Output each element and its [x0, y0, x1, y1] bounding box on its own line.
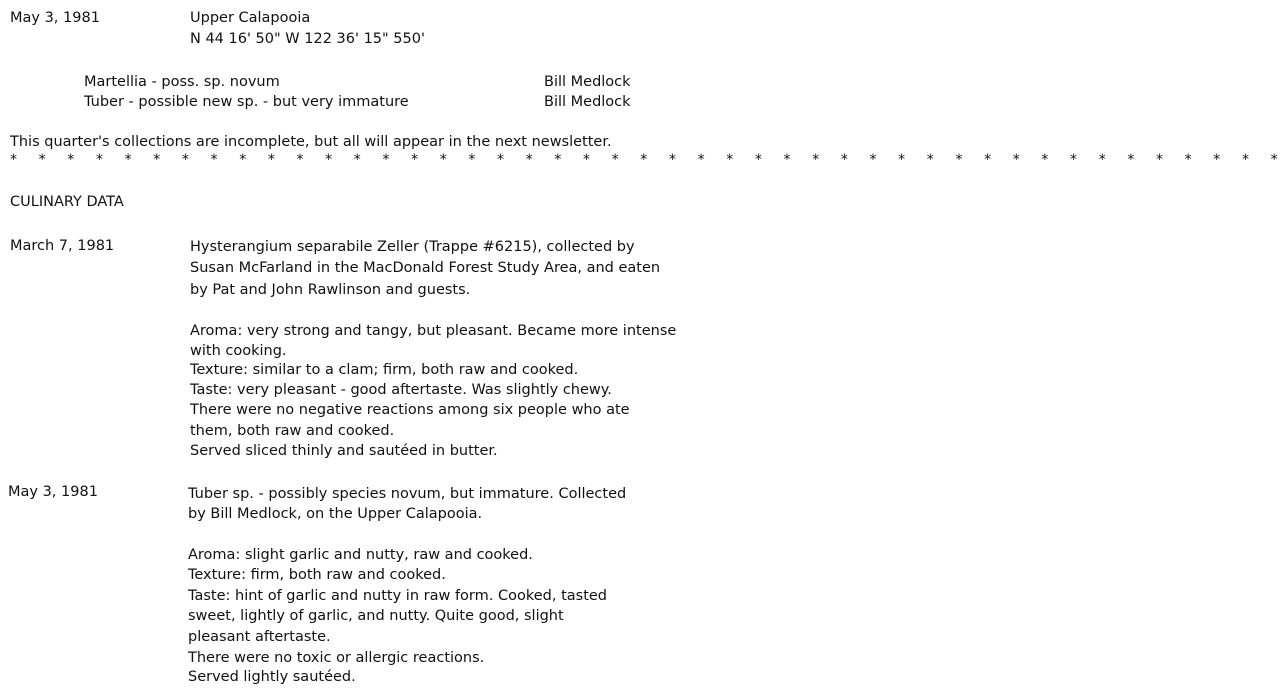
entry-2-intro-line: Tuber sp. - possibly species novum, but immature. Collected: [188, 486, 627, 502]
entry-1-intro-line: Susan McFarland in the MacDonald Forest Study Area, and eaten: [190, 260, 661, 276]
collection-species-1: Martellia - poss. sp. novum: [84, 74, 280, 90]
entry-1-detail-line: There were no negative reactions among six people who ate: [190, 402, 630, 418]
entry-2-detail-line: Taste: hint of garlic and nutty in raw form. Cooked, tasted: [188, 588, 607, 604]
entry-2-intro-line: by Bill Medlock, on the Upper Calapooia.: [188, 506, 483, 522]
entry-2-detail-line: pleasant aftertaste.: [188, 629, 331, 645]
collection-collector-1: Bill Medlock: [544, 74, 631, 90]
entry-1-detail-line: Texture: similar to a clam; firm, both raw and cooked.: [190, 362, 579, 378]
entry-2-detail-line: Aroma: slight garlic and nutty, raw and cooked.: [188, 547, 533, 563]
header-coordinates: N 44 16' 50" W 122 36' 15" 550': [190, 31, 425, 47]
entry-2-date: May 3, 1981: [8, 484, 98, 500]
entry-1-detail-line: them, both raw and cooked.: [190, 423, 395, 439]
entry-2-detail-line: Served lightly sautéed.: [188, 669, 356, 685]
header-location: Upper Calapooia: [190, 10, 311, 26]
entry-1-detail-line: with cooking.: [190, 343, 287, 359]
entry-1-intro-line: by Pat and John Rawlinson and guests.: [190, 282, 471, 298]
entry-1-date: March 7, 1981: [10, 238, 115, 254]
entry-2-detail-line: There were no toxic or allergic reactions.: [188, 650, 485, 666]
header-date: May 3, 1981: [10, 10, 100, 26]
entry-1-detail-line: Taste: very pleasant - good aftertaste. Was slightly chewy.: [190, 382, 612, 398]
entry-2-detail-line: sweet, lightly of garlic, and nutty. Quite good, slight: [188, 608, 564, 624]
entry-2-detail-line: Texture: firm, both raw and cooked.: [188, 567, 446, 583]
section-title: CULINARY DATA: [10, 194, 124, 210]
entry-1-detail-line: Aroma: very strong and tangy, but pleasant. Became more intense: [190, 323, 677, 339]
star-divider: * * * * * * * * * * * * * * * * * * * * * * * * * * * * * * * * * * * * * * * * * * * * *: [10, 152, 1286, 168]
collection-collector-2: Bill Medlock: [544, 94, 631, 110]
entry-1-intro-line: Hysterangium separabile Zeller (Trappe #6215), collected by: [190, 239, 635, 255]
collections-note: This quarter's collections are incomplete, but all will appear in the next newsletter.: [10, 134, 612, 150]
entry-1-detail-line: Served sliced thinly and sautéed in butter.: [190, 443, 498, 459]
collection-species-2: Tuber - possible new sp. - but very immature: [84, 94, 409, 110]
